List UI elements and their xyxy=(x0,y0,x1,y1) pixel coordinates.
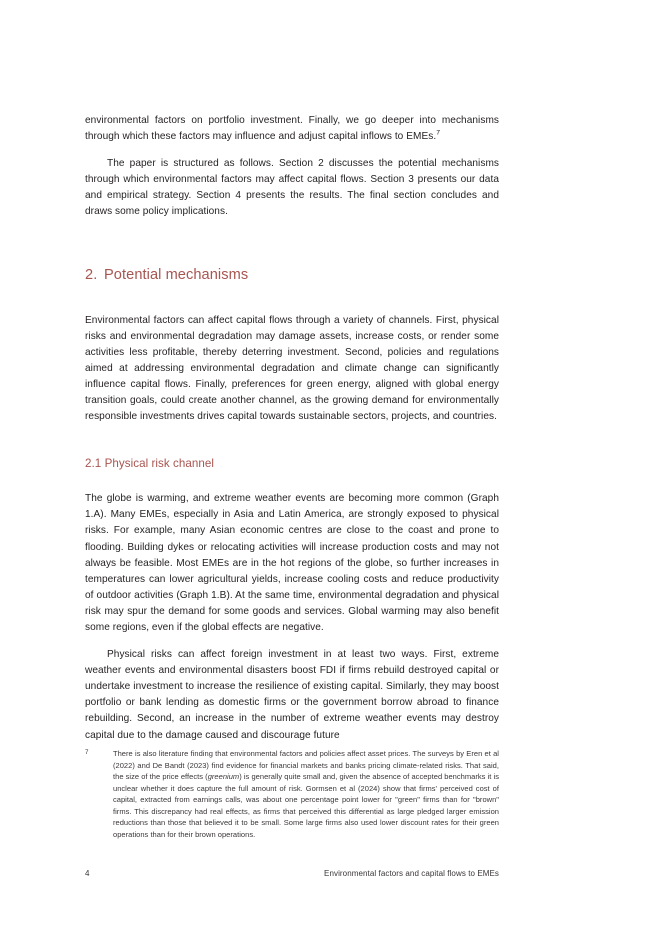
footnote-item xyxy=(85,748,499,840)
spacer xyxy=(85,221,499,265)
paragraph-physical-risk-1: The globe is warming, and extreme weather events are becoming more common (Graph 1.A). Many EMEs, especially in Asia and Latin America, are strongly exposed to physical risks. For example, many Asian economic centres are close to the coast and prone to flooding. Building dykes or relocating activities will increase production costs and may not always be feasible. Most EMEs are in the hot regions of the globe, so further increases in temperatures can lower agricultural yields, increase cooling costs and reduce productivity of outdoor activities (Graph 1.B). At the same time, environmental degradation and physical risk may spur the demand for some goods and services. Global warming may also benefit some regions, even if the global effects are negative. xyxy=(85,493,499,633)
paragraph-paper-structure: The paper is structured as follows. Section 2 discusses the potential mechanisms through which environmental factors may affect capital flows. Section 3 presents our data and empirical strategy. Section 4 presents the results. The final section concludes and draws some policy implications. xyxy=(85,158,499,218)
page-body-content xyxy=(85,113,499,744)
spacer xyxy=(85,472,499,491)
spacer xyxy=(85,636,499,647)
paragraph-physical-risk-2: Physical risks can affect foreign investment in at least two ways. First, extreme weather events and environmental disasters boost FDI if firms rebuild destroyed capital or undertake investment to increase the resilience of existing capital. Similarly, they may boost portfolio or bank lending as domestic firms or the government borrow abroad to finance rebuilding. Second, an increase in the number of extreme weather events may destroy capital due to the damage caused and discourage future xyxy=(85,649,499,741)
footnote-reference-7[interactable]: 7 xyxy=(436,129,441,137)
spacer xyxy=(85,425,499,455)
page-footer xyxy=(85,869,499,878)
section-title: Potential mechanisms xyxy=(104,266,249,283)
paragraph-continued xyxy=(85,113,499,145)
footnote-number: 7 xyxy=(85,749,89,756)
spacer xyxy=(85,285,499,313)
footnote-italic-term: greenium xyxy=(207,772,240,782)
section-number: 2. xyxy=(85,266,98,283)
footnote-text-part-2: ) is generally quite small and, given the absence of accepted benchmarks it is unclear whether it does capture the full amount of risk. Gormsen et al (2024) show that firms' perceived cost of capital, extracted from earnings calls, was about one percentage point lower for "green" firms than for "brown" firms. This discrepancy had real effects, as firms that perceived this differential as large pledged larger emission reductions than those that believed it to be small. Some large firms also used lower discount rates for their green operations than for their brown operations. xyxy=(113,772,499,839)
footnote-area xyxy=(85,748,499,840)
running-title: Environmental factors and capital flows to EMEs xyxy=(324,869,499,878)
spacer xyxy=(85,145,499,156)
section-heading xyxy=(85,265,499,285)
footnote-text-part-1: There is also literature finding that environmental factors and policies affect asset prices. The surveys by Eren et al (2022) and De Bandt (2023) find evidence for financial markets and banks pricing climate-related risks. That said, the size of the price effects ( xyxy=(113,749,499,782)
page-number: 4 xyxy=(85,869,90,878)
paragraph-continued-text: environmental factors on portfolio investment. Finally, we go deeper into mechanisms through which these factors may influence and adjust capital inflows to EMEs. xyxy=(85,115,499,143)
subsection-heading: 2.1 Physical risk channel xyxy=(85,457,215,471)
paragraph-section-intro: Environmental factors can affect capital flows through a variety of channels. First, physical risks and environmental degradation may damage assets, increase costs, or render some activities less profitable, thereby deterring investment. Second, policies and regulations aimed at addressing environmental degradation and climate change can significantly influence capital flows. Finally, preferences for green energy, aligned with global energy transition goals, could create another channel, as the growing demand for environmentally responsible investments drives capital towards sustainable sectors, projects, and countries. xyxy=(85,314,499,423)
